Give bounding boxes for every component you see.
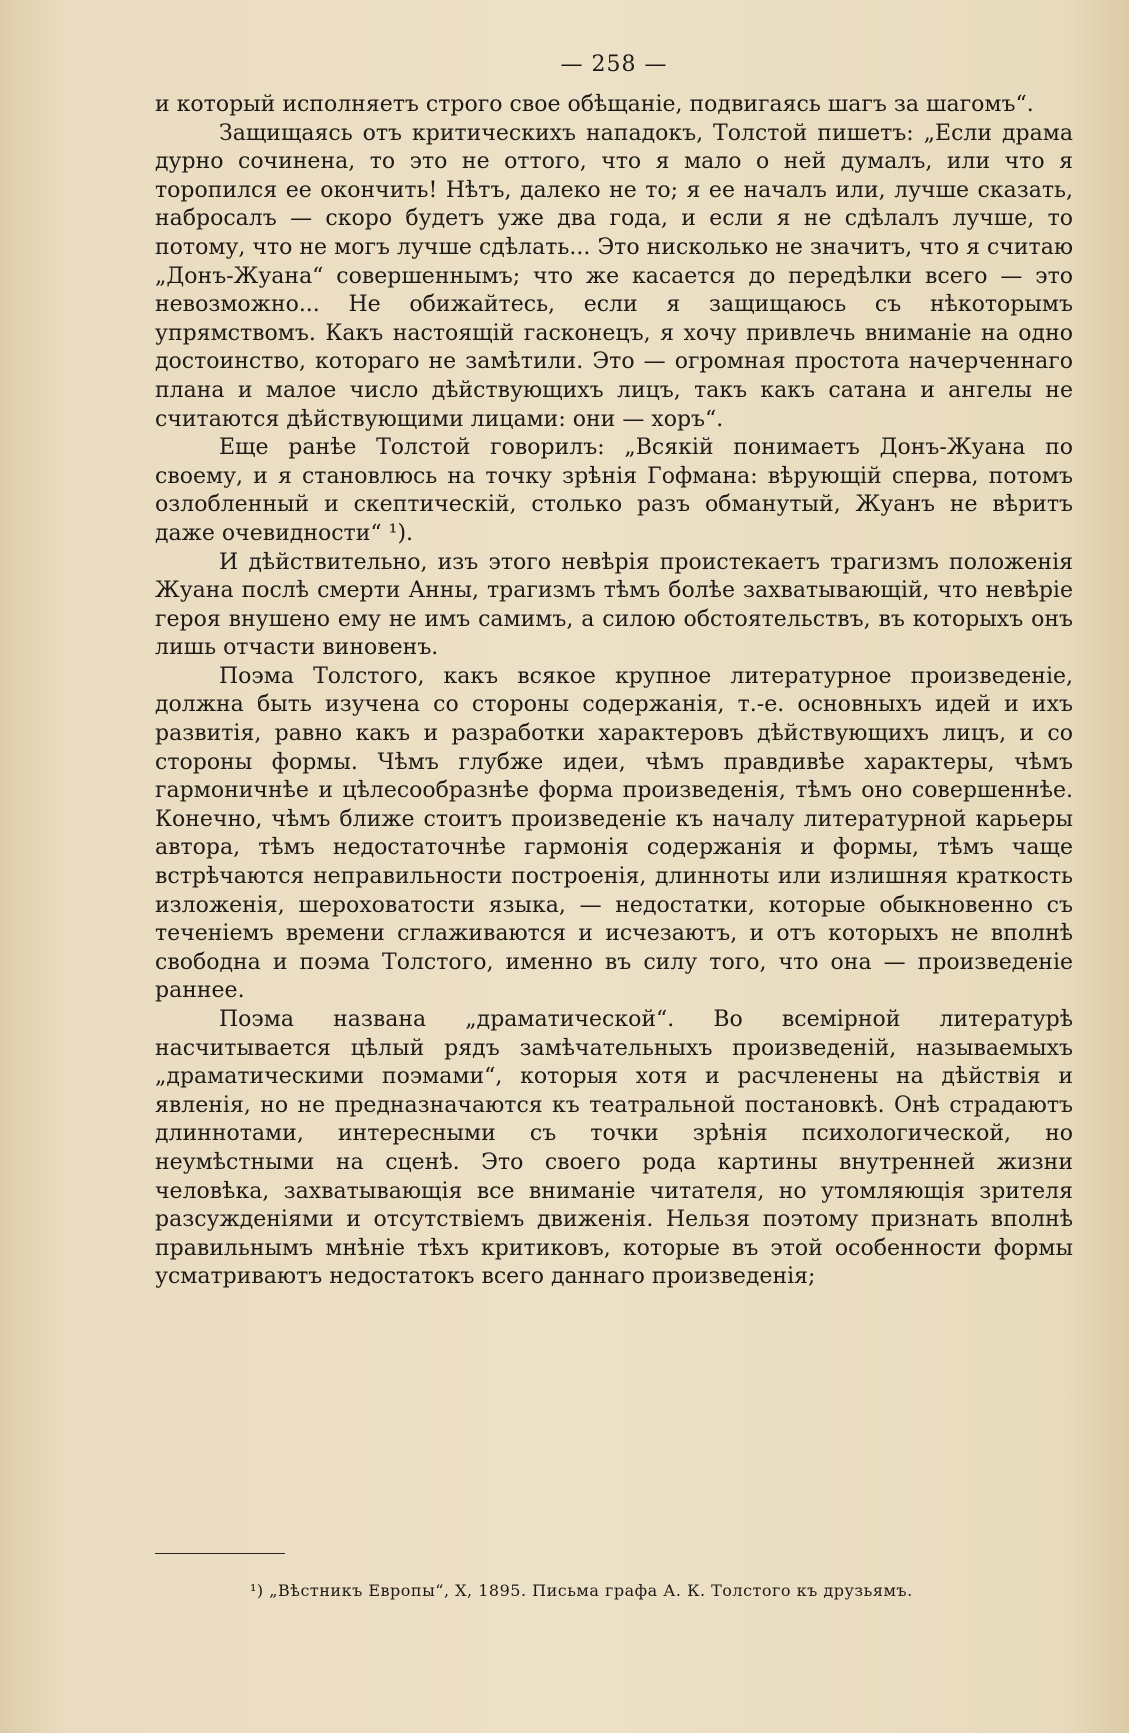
paragraph-3: Еще ранѣе Толстой говорилъ: „Всякій понимаетъ Донъ-Жуана по своему, и я становлюсь на точку зрѣнія Гофмана: вѣрующій сперва, потомъ озлобленный и скептическій, столько разъ обманутый, Жуанъ не вѣритъ даже очевидности“ ¹). [155, 435, 1073, 546]
body-text [155, 91, 1073, 1292]
paragraph-1: и который исполняетъ строго свое обѣщаніе, подвигаясь шагъ за шагомъ“. [155, 92, 1034, 117]
page-number: — 258 — [560, 52, 668, 77]
paragraph-4: И дѣйствительно, изъ этого невѣрія проистекаетъ трагизмъ положенія Жуана послѣ смерти Анны, трагизмъ тѣмъ болѣе захватывающій, что невѣріе героя внушено ему не имъ самимъ, а силою обстоятельствъ, въ которыхъ онъ лишь отчасти виновенъ. [155, 549, 1073, 661]
paragraph-6: Поэма названа „драматической“. Во всемірной литературѣ насчитывается цѣлый рядъ замѣчательныхъ произведеній, называемыхъ „драматическими поэмами“, которыя хотя и расчленены на дѣйствія и явленія, но не предназначаются къ театральной постановкѣ. Онѣ страдаютъ длиннотами, интересными съ точки зрѣнія психологической, но неумѣстными на сценѣ. Это своего рода картины внутренней жизни человѣка, захватывающія все вниманіе читателя, но утомляющія зрителя разсужденіями и отсутствіемъ движенія. Нельзя поэтому признать вполнѣ правильнымъ мнѣніе тѣхъ критиковъ, которые въ этой особенности формы усматриваютъ недостатокъ всего даннаго произведенія; [155, 1007, 1073, 1290]
paragraph-5: Поэма Толстого, какъ всякое крупное литературное произведеніе, должна быть изучена со стороны содержанія, т.-е. основныхъ идей и ихъ развитія, равно какъ и разработки характеровъ дѣйствующихъ лицъ, и со стороны формы. Чѣмъ глубже идеи, чѣмъ правдивѣе характеры, чѣмъ гармоничнѣе и цѣлесообразнѣе форма произведенія, тѣмъ оно совершеннѣе. Конечно, чѣмъ ближе стоитъ произведеніе къ началу литературной карьеры автора, тѣмъ недостаточнѣе гармонія содержанія и формы, тѣмъ чаще встрѣчаются неправильности построенія, длинноты или излишняя краткость изложенія, шероховатости языка, — недостатки, которые обыкновенно съ теченіемъ времени сглаживаются и исчезаютъ, и отъ которыхъ не вполнѣ свободна и поэма Толстого, именно въ силу того, что она — произведеніе раннее. [155, 663, 1073, 1004]
paragraph-2: Защищаясь отъ критическихъ нападокъ, Толстой пишетъ: „Если драма дурно сочинена, то это не оттого, что я мало о ней думалъ, или что я торопился ее окончить! Нѣтъ, далеко не то; я ее началъ или, лучше сказать, набросалъ — скоро будетъ уже два года, и если я не сдѣлалъ лучше, то потому, что не могъ лучше сдѣлать... Это нисколько не значитъ, что я считаю „Донъ-Жуана“ совершеннымъ; что же касается до передѣлки всего — это невозможно... Не обижайтесь, если я защищаюсь съ нѣкоторымъ упрямствомъ. Какъ настоящій гасконецъ, я хочу привлечь вниманіе на одно достоинство, котораго не замѣтили. Это — огромная простота начерченнаго плана и малое число дѣйствующихъ лицъ, такъ какъ сатана и ангелы не считаются дѣйствующими лицами: они — хоръ“. [155, 120, 1073, 432]
footnote-divider [155, 1553, 285, 1554]
footnote: ¹) „Вѣстникъ Европы“, X, 1895. Письма графа А. К. Толстого къ друзьямъ. [250, 1581, 913, 1600]
